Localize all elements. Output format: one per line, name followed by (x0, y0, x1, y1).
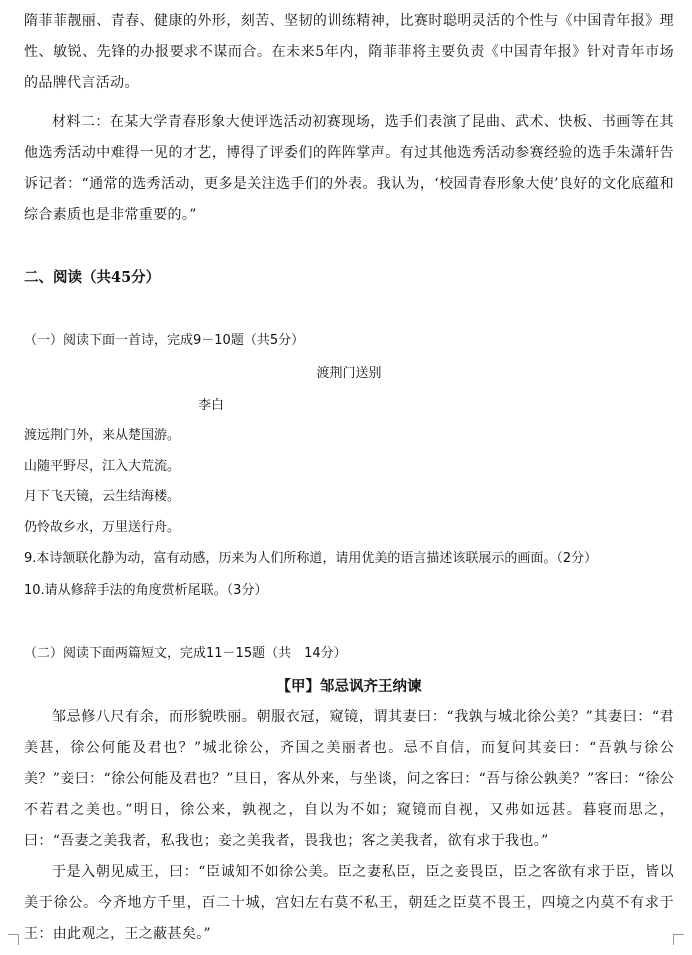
text-a-paragraph-1: 邹忌修八尺有余，而形貌昳丽。朝服衣冠，窥镜，谓其妻曰：“我孰与城北徐公美？”其妻曰：“君美甚，徐公何能及君也？”城北徐公，齐国之美丽者也。忌不自信，而复问其妾曰：“吾孰与徐公美？”妾曰：“徐公何能及君也？”旦日，客从外来，与坐谈，问之客曰：“吾与徐公孰美？”客曰：“徐公不若君之美也。”明日，徐公来，孰视之，自以为不如；窥镜而自视，又弗如远甚。暮寝而思之，曰：“吾妻之美我者，私我也；妾之美我者，畏我也；客之美我者，欲有求于我也。” (24, 709, 674, 849)
question-9: 9.本诗颔联化静为动，富有动感，历来为人们所称道，请用优美的语言描述该联展示的画面。（2分） (24, 551, 598, 566)
text-a-title: 【甲】邹忌讽齐王纳谏 (276, 678, 422, 695)
poem-line: 渡远荆门外，来从楚国游。 (24, 428, 181, 443)
page-corner-mark (8, 934, 19, 945)
material-two-paragraph: 材料二：在某大学青春形象大使评选活动初赛现场，选手们表演了昆曲、武术、快板、书画等在其他选秀活动中难得一见的才艺，博得了评委们的阵阵掌声。有过其他选秀活动参赛经验的选手朱潇轩告诉记者：“通常的选秀活动，更多是关注选手们的外表。我认为，‘校园青春形象大使’良好的文化底蕴和综合素质也是非常重要的。” (24, 114, 674, 223)
question-10: 10.请从修辞手法的角度赏析尾联。（3分） (24, 583, 268, 598)
poem-line: 仍怜故乡水，万里送行舟。 (24, 520, 181, 535)
part1-heading: （一）阅读下面一首诗，完成9－10题（共5分） (24, 333, 305, 348)
page-corner-mark (673, 934, 684, 945)
poem-line: 月下飞天镜，云生结海楼。 (24, 489, 181, 504)
poem-author: 李白 (198, 398, 225, 413)
intro-paragraph: 隋菲菲靓丽、青春、健康的外形，刻苦、坚韧的训练精神，比赛时聪明灵活的个性与《中国青年报》理性、敏锐、先锋的办报要求不谋而合。在未来5年内，隋菲菲将主要负责《中国青年报》针对青年市场的品牌代言活动。 (24, 13, 674, 91)
text-a-paragraph-2: 于是入朝见威王，曰：“臣诚知不如徐公美。臣之妻私臣，臣之妾畏臣，臣之客欲有求于臣，皆以美于徐公。今齐地方千里，百二十城，宫妇左右莫不私王，朝廷之臣莫不畏王，四境之内莫不有求于王：由此观之，王之蔽甚矣。” (24, 864, 674, 942)
section-heading: 二、阅读（共45分） (24, 269, 161, 286)
poem-line: 山随平野尽，江入大荒流。 (24, 459, 181, 474)
part2-heading: （二）阅读下面两篇短文，完成11－15题（共 14分） (24, 646, 347, 661)
poem-title: 渡荆门送别 (316, 366, 382, 381)
